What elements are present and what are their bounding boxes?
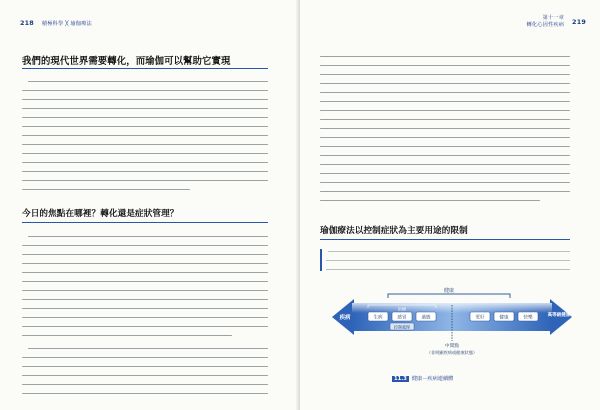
section-heading-modern-world: 我們的現代世界需要轉化，而瑜伽可以幫助它實現 [22,56,231,67]
management-label: 控制處理 [394,324,410,330]
section-heading-limits: 瑜伽療法以控制症狀為主要用途的限制 [320,226,468,236]
section-heading-focus: 今日的焦點在哪裡？轉化還是症狀管理？ [22,209,179,219]
right-page-number: 219 [572,18,586,26]
figure-caption [392,375,453,382]
treatment-label: 治療 [397,306,407,312]
continuum-figure [332,285,572,373]
left-page-number: 218 [20,19,34,27]
left-page [0,0,298,410]
right-page [300,0,600,410]
health-disease-continuum-diagram [332,285,572,373]
heading-underline [22,68,268,69]
tag-hobby: 愛好 [475,315,485,321]
tag-happy: 快樂 [523,315,533,321]
tag-sick: 生病 [373,315,383,321]
tag-allergy: 過敏 [421,315,431,321]
health-bracket [388,294,510,298]
positive-tags [470,312,538,321]
left-running-head [20,19,92,27]
left-book-title: 積極科學 ╳ 瑜伽療法 [41,21,92,27]
health-label: 健康 [443,288,455,294]
right-running-head [526,15,586,29]
heading-underline [320,239,570,240]
neutral-label: 中間點 [444,344,460,349]
high-health-label: 高等級健康 [547,313,571,318]
chapter-label: 第十一章 [542,15,565,21]
negative-tags [368,312,436,321]
chapter-subtitle: 轉化心因性疾病 [526,22,565,28]
neutral-note: （非明顯疾病或健康狀態） [426,350,478,355]
disease-label: 疾病 [339,315,351,321]
tag-healthy: 健康 [499,315,509,321]
tag-cold: 感冒 [397,315,407,321]
heading-underline [22,222,268,223]
figure-number: 11.3 [394,376,407,382]
figure-caption-text: 健康－疾病連續體 [411,376,454,382]
